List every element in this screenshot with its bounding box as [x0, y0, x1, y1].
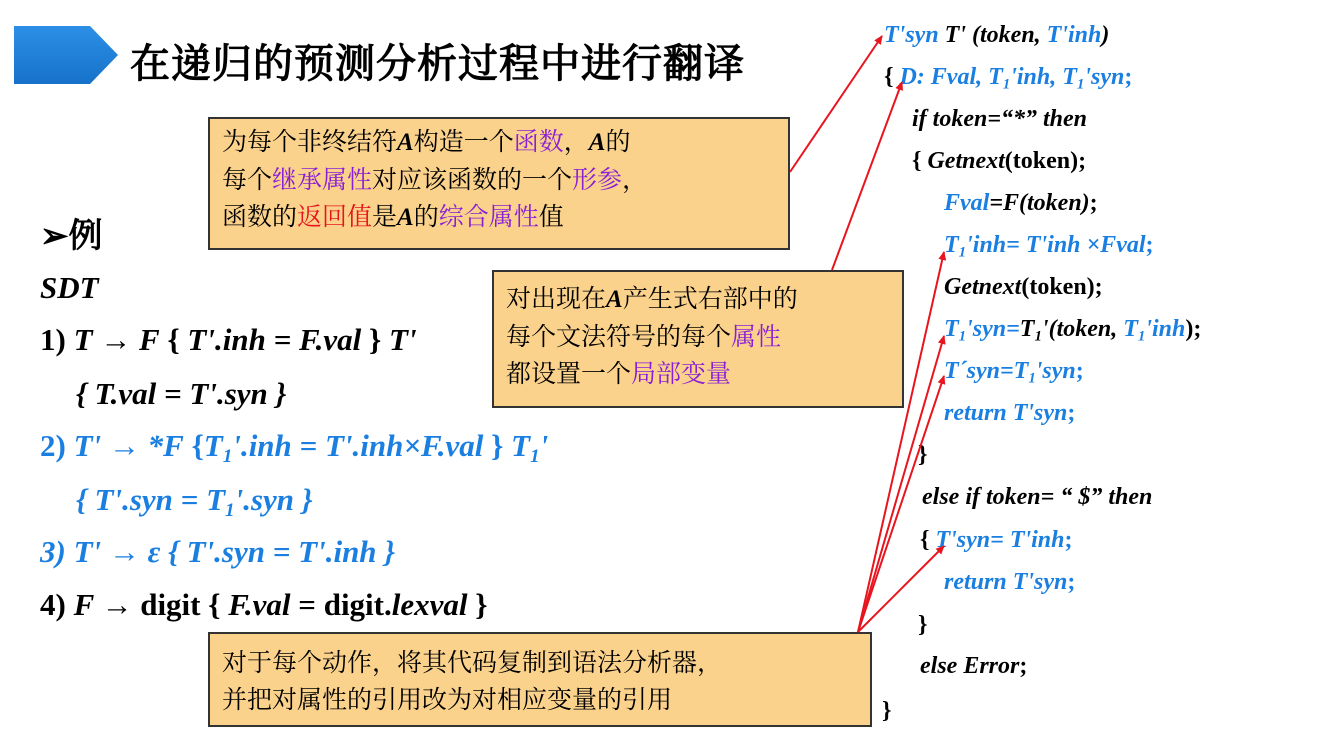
arrow-to-function-header — [790, 36, 882, 172]
code-line-12: else if token= “ $” then — [922, 484, 1153, 510]
sdt-rule-1: 1) T → F { T'.inh = F.val } T' — [40, 322, 417, 357]
note-local-variables: 对出现在A产生式右部中的 每个文法符号的每个属性 都设置一个局部变量 — [492, 270, 904, 408]
code-line-8: $T_1'syn=T_1'(token$, $T_1'inh$); — [944, 316, 1202, 345]
code-line-14: return T'syn; — [944, 569, 1076, 595]
page-title: 在递归的预测分析过程中进行翻译 — [130, 41, 745, 87]
code-line-2: { D: Fval, $T_1'inh$, $T_1'syn$; — [884, 64, 1133, 93]
sdt-rule-4: 4) F → digit { F.val = digit.lexval } — [40, 587, 488, 622]
bullet-arrow-icon: ➢ — [40, 218, 69, 255]
arrow-to-inh-assign — [858, 252, 944, 632]
code-line-13: { T'syn= T'inh; — [920, 527, 1073, 553]
code-line-6: $T_1'inh= T'inh$ ×Fval; — [944, 232, 1154, 261]
code-line-5: Fval=F(token); — [944, 190, 1098, 216]
code-line-16: else Error; — [920, 653, 1028, 679]
sdt-rule-2-action: { $T'.syn = T_1'.syn$ } — [76, 482, 313, 521]
sdt-rule-1-action: { T.val = T'.syn } — [76, 376, 287, 411]
sdt-rule-3: 3) T' → ε { T'.syn = T'.inh } — [40, 534, 396, 569]
code-line-17: } — [882, 698, 892, 724]
arrow-to-local-decl — [832, 82, 902, 270]
code-line-15: } — [918, 612, 928, 638]
code-line-9: $T´syn=T_1'syn$; — [944, 358, 1084, 387]
example-label: ➢例 — [40, 218, 103, 255]
arrow-to-syn-assign — [858, 376, 944, 632]
code-line-11: } — [918, 442, 928, 468]
code-line-10: return T'syn; — [944, 400, 1076, 426]
note-function-mapping: 为每个非终结符A构造一个函数，A的 每个继承属性对应该函数的一个形参， 函数的返回值是A的综合属性值 — [208, 117, 790, 250]
code-line-7: Getnext(token); — [944, 274, 1103, 300]
sdt-heading: SDT — [40, 270, 99, 305]
code-line-3: if token=“*” then — [912, 106, 1088, 132]
code-line-1: T'syn T' (token, T'inh) — [884, 22, 1110, 48]
code-line-4: { Getnext(token); — [912, 148, 1087, 174]
sdt-rule-2: 2) T' → *F {$T_1'.inh = T'.inh\times F.val$ } $T_1'$ — [40, 428, 549, 467]
note-action-copy: 对于每个动作，将其代码复制到语法分析器， 并把对属性的引用改为对相应变量的引用 — [208, 632, 872, 727]
